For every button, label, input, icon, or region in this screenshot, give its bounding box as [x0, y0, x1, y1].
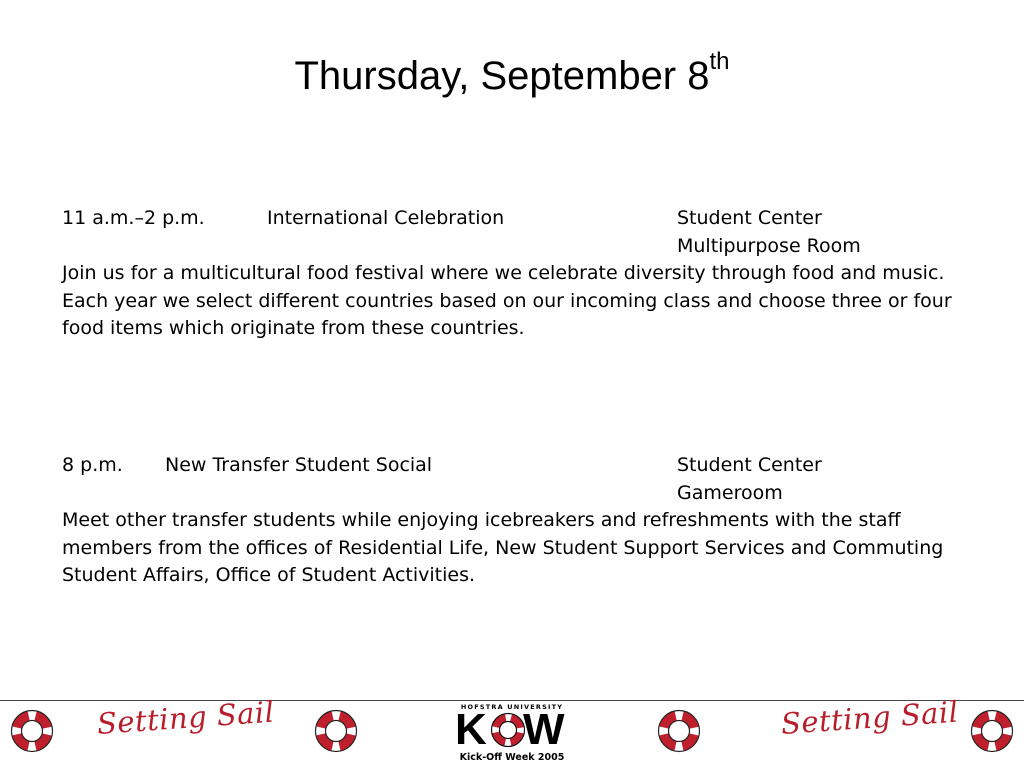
life-ring-icon: [314, 709, 358, 753]
life-ring-icon: [970, 709, 1014, 753]
page-title: [0, 47, 1024, 100]
event-name: New Transfer Student Social: [165, 454, 433, 476]
event-location: Student Center: [677, 207, 822, 229]
event-header-row: [62, 452, 982, 480]
life-ring-icon: [10, 709, 54, 753]
slogan-text: Setting Sail: [779, 694, 960, 741]
logo-event-name: Kick-Off Week 2005: [459, 752, 565, 763]
life-ring-icon: [657, 709, 701, 753]
kickoff-week-logo: [452, 703, 572, 765]
event-time: 8 p.m.: [62, 454, 123, 476]
event-international-celebration: [62, 205, 982, 343]
slogan-text: Setting Sail: [95, 694, 276, 741]
event-description: Join us for a multicultural food festival where we celebrate diversity through food and music. Each year we select different countries based on our incoming class and choose three or four food items which originate from these countries.: [62, 262, 952, 339]
title-ordinal-suffix: th: [709, 47, 730, 75]
event-description: Meet other transfer students while enjoying icebreakers and refreshments with the staff members from the offices of Residential Life, New Student Support Services and Commuting Student Affairs, Office of Student Activities.: [62, 509, 944, 586]
logo-letter-w: W: [523, 705, 565, 754]
event-location-room: Multipurpose Room: [677, 234, 861, 257]
event-name: International Celebration: [267, 207, 505, 229]
event-location-room: Gameroom: [677, 481, 783, 504]
title-text: Thursday, September 8: [294, 54, 710, 98]
footer-banner: [0, 694, 1024, 768]
event-transfer-social: [62, 452, 982, 590]
life-ring-icon: [490, 712, 526, 748]
logo-university-name: HOFSTRA UNIVERSITY: [460, 703, 564, 711]
event-time: 11 a.m.–2 p.m.: [62, 207, 205, 229]
event-header-row: [62, 205, 982, 233]
logo-letter-k: K: [455, 705, 487, 754]
event-location: Student Center: [677, 454, 822, 476]
